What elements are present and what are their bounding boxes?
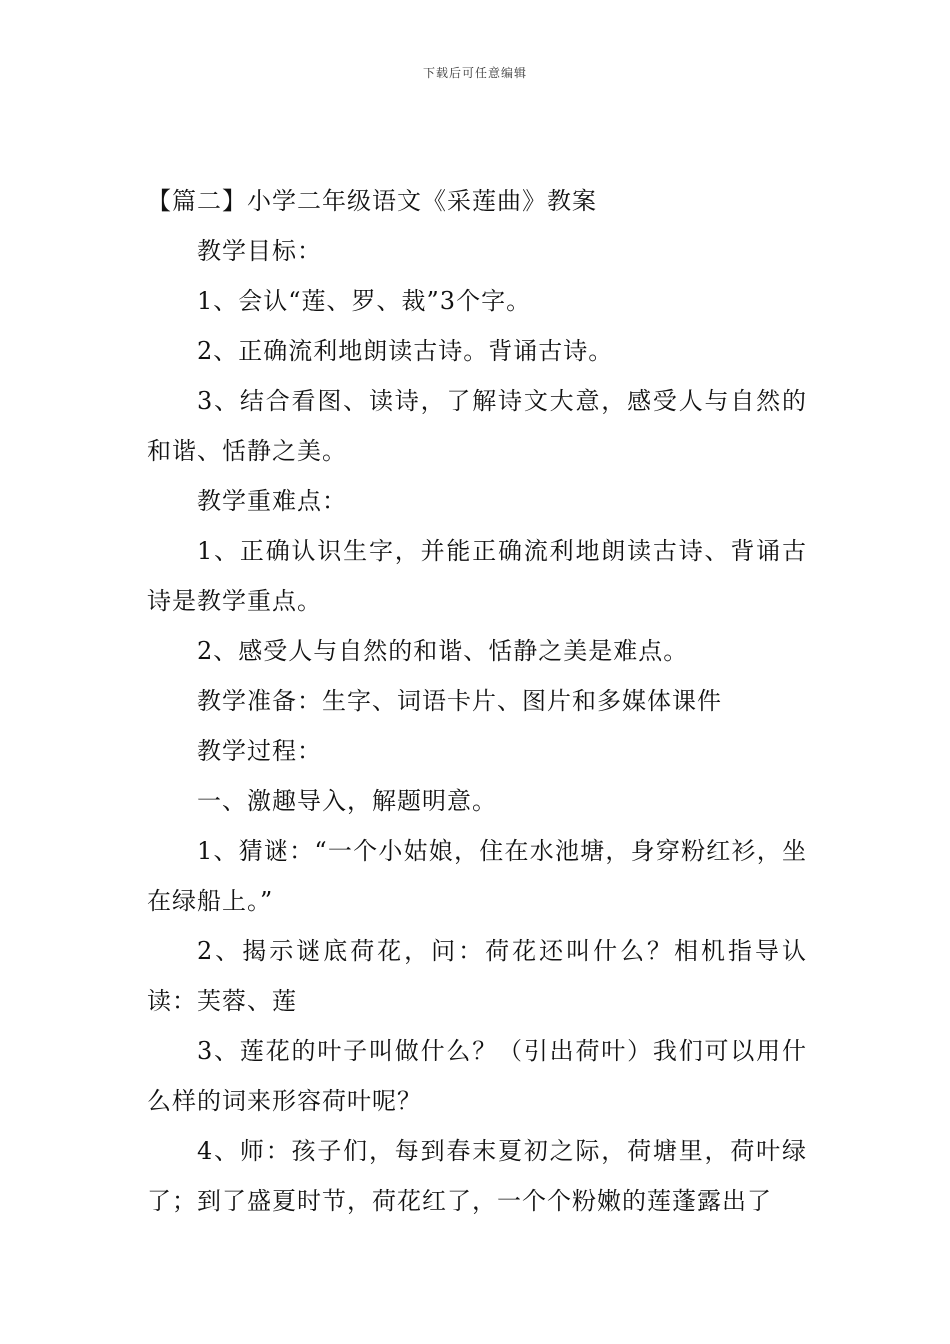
preparation-line: 教学准备：生字、词语卡片、图片和多媒体课件 (197, 687, 722, 715)
objective-item-3: 3、结合看图、读诗，了解诗文大意，感受人与自然的和谐、恬静之美。 (147, 387, 807, 465)
process-item-2: 2、揭示谜底荷花，问：荷花还叫什么？相机指导认读：芙蓉、莲 (147, 937, 807, 1015)
section-heading-objectives: 教学目标： (197, 237, 322, 265)
section-heading-process: 教学过程： (197, 737, 322, 765)
page-header-note: 下载后可任意编辑 (422, 66, 527, 80)
section-heading-key-points: 教学重难点： (197, 487, 347, 515)
process-step-heading-1: 一、激趣导入，解题明意。 (197, 787, 497, 815)
process-item-3: 3、莲花的叶子叫做什么？（引出荷叶）我们可以用什么样的词来形容荷叶呢？ (147, 1037, 807, 1115)
process-item-4: 4、师：孩子们，每到春末夏初之际，荷塘里，荷叶绿了；到了盛夏时节，荷花红了，一个个粉嫩的莲蓬露出了 (147, 1137, 807, 1215)
document-title: 【篇二】小学二年级语文《采莲曲》教案 (147, 187, 597, 215)
objective-item-1: 1、会认“莲、罗、裁”3个字。 (197, 287, 532, 315)
key-point-item-1: 1、正确认识生字，并能正确流利地朗读古诗、背诵古诗是教学重点。 (147, 537, 807, 615)
objective-item-2: 2、正确流利地朗读古诗。背诵古诗。 (197, 337, 614, 365)
process-item-1: 1、猜谜：“一个小姑娘，住在水池塘，身穿粉红衫，坐在绿船上。” (147, 837, 807, 915)
document-body (147, 176, 807, 1226)
key-point-item-2: 2、感受人与自然的和谐、恬静之美是难点。 (197, 637, 689, 665)
